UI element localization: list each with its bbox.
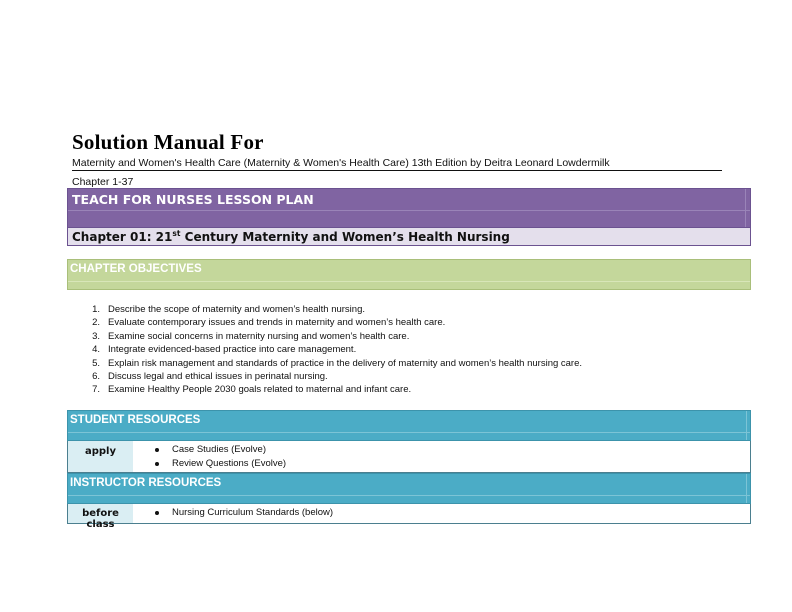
instructor-resources-label (68, 504, 133, 530)
instructor-resources-row (67, 504, 751, 530)
objective-text: Integrate evidenced-based practice into care management. (108, 344, 357, 356)
chapter-range: Chapter 1-37 (72, 176, 134, 188)
chapter-heading-bar (67, 228, 751, 246)
banner-divider-vertical (746, 474, 747, 503)
chapter-heading-prefix: Chapter 01: 21 (72, 230, 173, 244)
instructor-resources-list (155, 506, 333, 520)
student-resources-list (155, 443, 286, 471)
objectives-list (88, 303, 582, 397)
objective-text: Examine Healthy People 2030 goals related to maternal and infant care. (108, 384, 412, 396)
objective-number: 5. (92, 357, 100, 369)
list-item: Case Studies (Evolve) (155, 443, 286, 457)
book-subtitle: Maternity and Women's Health Care (Maternity & Women's Health Care) 13th Edition by Deitra Leonard Lowdermilk (72, 157, 722, 171)
row-label-text: before class (82, 508, 119, 530)
instructor-resources-banner (67, 473, 751, 504)
objective-item (88, 330, 582, 343)
objective-text: Describe the scope of maternity and women’s health nursing. (108, 304, 365, 315)
objective-number: 4. (92, 344, 100, 356)
banner-divider (68, 432, 750, 433)
banner-divider (68, 281, 750, 282)
student-resources-banner (67, 410, 751, 441)
objective-item (88, 316, 582, 329)
chapter-heading-suffix: Century Maternity and Women’s Health Nursing (180, 230, 510, 244)
student-resources-row (67, 441, 751, 473)
objective-item (88, 303, 582, 316)
objective-text: Explain risk management and standards of practice in the delivery of maternity and women’s health nursing care. (108, 357, 583, 369)
chapter-objectives-banner (67, 259, 751, 290)
objective-number: 1. (92, 304, 100, 315)
student-resources-title: STUDENT RESOURCES (70, 414, 201, 426)
chapter-heading-ordinal: st (172, 229, 181, 238)
chapter-objectives-title: CHAPTER OBJECTIVES (70, 263, 202, 275)
list-item: Nursing Curriculum Standards (below) (155, 506, 333, 520)
list-item: Review Questions (Evolve) (155, 457, 286, 471)
lesson-plan-banner (67, 188, 751, 228)
banner-divider-vertical (745, 189, 746, 227)
objective-number: 7. (92, 384, 100, 396)
lesson-plan-title: TEACH FOR NURSES LESSON PLAN (72, 192, 314, 207)
banner-divider-vertical (746, 411, 747, 440)
chapter-heading (72, 230, 510, 244)
objective-item (88, 357, 582, 370)
objective-number: 2. (92, 317, 100, 329)
objective-text: Discuss legal and ethical issues in perinatal nursing. (108, 371, 328, 383)
banner-divider (68, 495, 750, 496)
row-label-text: apply (84, 446, 116, 457)
objective-item (88, 343, 582, 356)
objective-number: 6. (92, 371, 100, 383)
objective-number: 3. (92, 330, 100, 342)
objective-text: Examine social concerns in maternity nursing and women’s health care. (108, 330, 410, 342)
student-resources-label (68, 441, 133, 472)
banner-divider (68, 210, 750, 211)
document-title: Solution Manual For (72, 130, 264, 154)
objective-text: Evaluate contemporary issues and trends in maternity and women’s health care. (108, 317, 446, 329)
objective-item (88, 383, 582, 396)
objective-item (88, 370, 582, 383)
instructor-resources-title: INSTRUCTOR RESOURCES (70, 477, 222, 489)
